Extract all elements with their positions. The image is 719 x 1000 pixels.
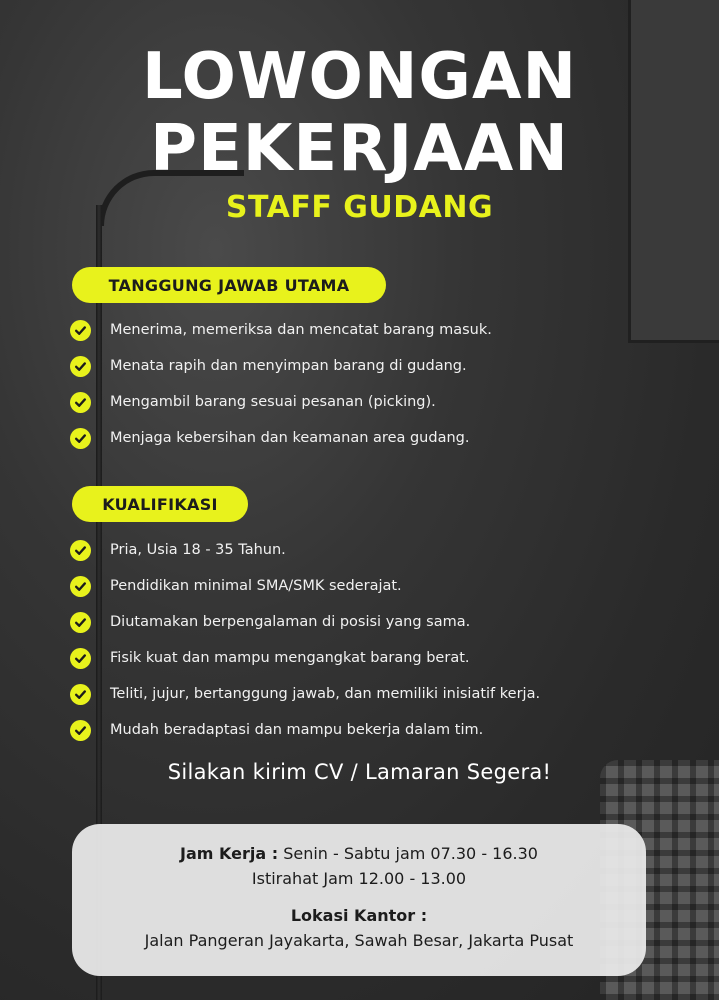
check-circle-icon [70, 648, 91, 669]
office-location-value: Jalan Pangeran Jayakarta, Sawah Besar, Jakarta Pusat [144, 931, 574, 950]
check-circle-icon [70, 356, 91, 377]
position-title: STAFF GUDANG [225, 190, 494, 225]
list-item [70, 384, 690, 420]
office-location-label: Lokasi Kantor : [290, 906, 428, 925]
working-hours-label: Jam Kerja : [180, 844, 279, 863]
list-item-text: Diutamakan berpengalaman di posisi yang sama. [110, 614, 471, 630]
responsibilities-list [70, 312, 690, 456]
call-to-action: Silakan kirim CV / Lamaran Segera! [167, 760, 552, 784]
list-item [70, 312, 690, 348]
check-circle-icon [70, 576, 91, 597]
list-item-text: Mudah beradaptasi dan mampu bekerja dalam tim. [110, 722, 484, 738]
list-item [70, 348, 690, 384]
check-circle-icon [70, 684, 91, 705]
check-circle-icon [70, 392, 91, 413]
responsibilities-heading: TANGGUNG JAWAB UTAMA [72, 267, 386, 303]
list-item [70, 420, 690, 456]
list-item-text: Fisik kuat dan mampu mengangkat barang berat. [110, 650, 470, 666]
list-item [70, 676, 690, 712]
list-item-text: Menerima, memeriksa dan mencatat barang masuk. [110, 322, 492, 338]
list-item-text: Pria, Usia 18 - 35 Tahun. [110, 542, 286, 558]
working-hours-value: Senin - Sabtu jam 07.30 - 16.30 [283, 844, 538, 863]
qualifications-heading: KUALIFIKASI [72, 486, 248, 522]
list-item [70, 568, 690, 604]
title-line-1: LOWONGAN [141, 40, 578, 114]
list-item [70, 640, 690, 676]
qualifications-list [70, 532, 690, 748]
check-circle-icon [70, 540, 91, 561]
check-circle-icon [70, 612, 91, 633]
info-box [72, 824, 646, 976]
check-circle-icon [70, 428, 91, 449]
list-item-text: Menata rapih dan menyimpan barang di gudang. [110, 358, 467, 374]
list-item [70, 604, 690, 640]
list-item-text: Menjaga kebersihan dan keamanan area gudang. [110, 430, 470, 446]
check-circle-icon [70, 320, 91, 341]
check-circle-icon [70, 720, 91, 741]
list-item-text: Teliti, jujur, bertanggung jawab, dan memiliki inisiatif kerja. [110, 686, 541, 702]
list-item-text: Mengambil barang sesuai pesanan (picking). [110, 394, 436, 410]
working-hours [72, 844, 646, 863]
list-item [70, 532, 690, 568]
break-time: Istirahat Jam 12.00 - 13.00 [251, 869, 467, 888]
list-item-text: Pendidikan minimal SMA/SMK sederajat. [110, 578, 402, 594]
title-line-2: PEKERJAAN [150, 112, 569, 186]
list-item [70, 712, 690, 748]
